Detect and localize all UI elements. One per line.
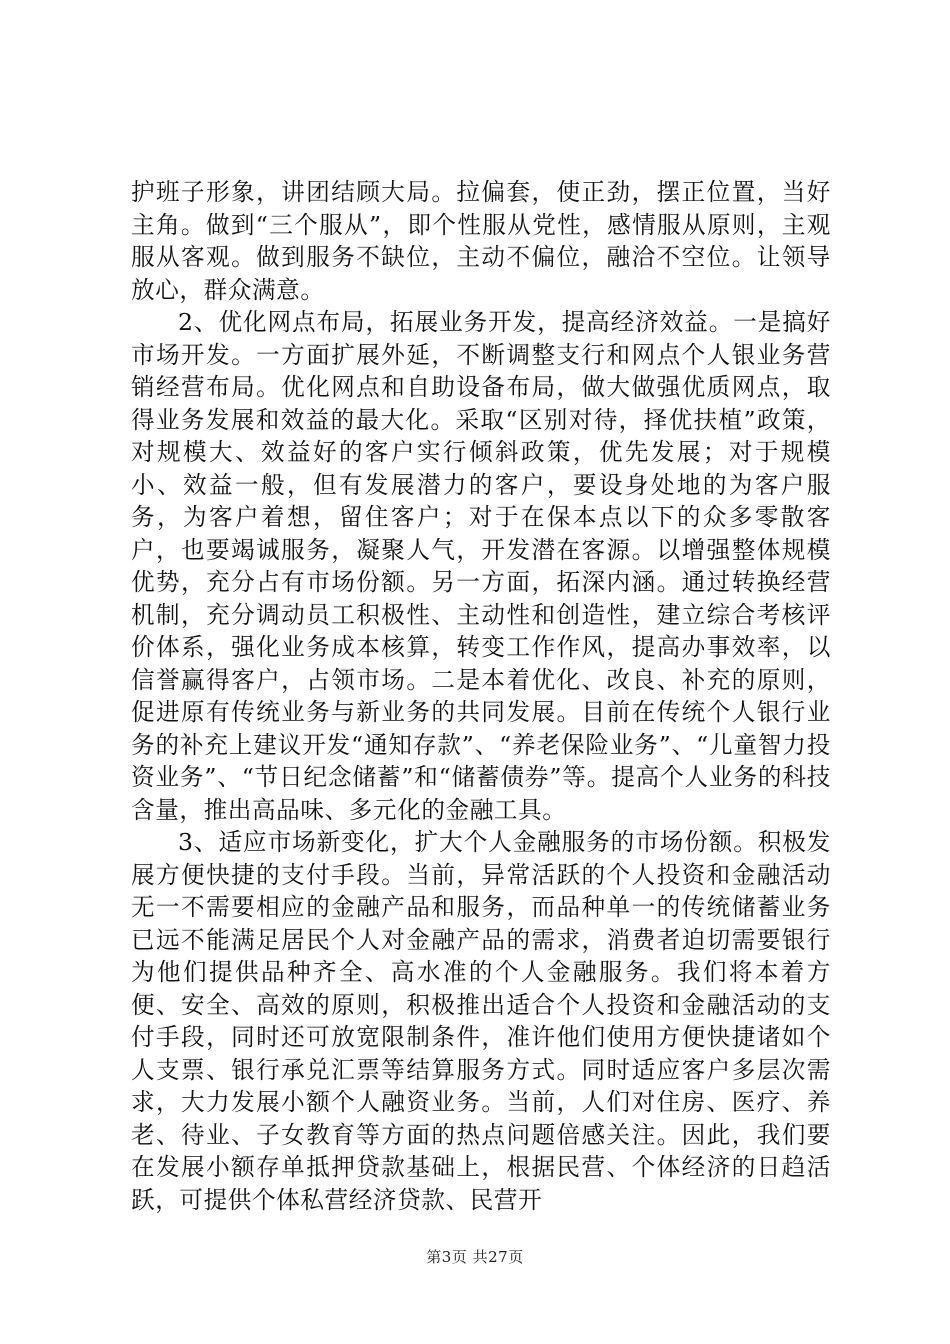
paragraph-section-2: 2、优化网点布局，拓展业务开发，提高经济效益。一是搞好市场开发。一方面扩展外延，不断调整支行和网点个人银业务营销经营布局。优化网点和自助设备布局，做大做强优质网点，取得业务发展和效益的最大化。采取“区别对待，择优扶植”政策，对规模大、效益好的客户实行倾斜政策，优先发展；对于规模小、效益一般，但有发展潜力的客户，要设身处地的为客户服务，为客户着想，留住客户；对于在保本点以下的众多零散客户，也要竭诚服务，凝聚人气，开发潜在客源。以增强整体规模优势，充分占有市场份额。另一方面，拓深内涵。通过转换经营机制，充分调动员工积极性、主动性和创造性，建立综合考核评价体系，强化业务成本核算，转变工作作风，提高办事效率，以信誉赢得客户，占领市场。二是本着优化、改良、补充的原则，促进原有传统业务与新业务的共同发展。目前在传统个人银行业务的补充上建议开发“通知存款”、“养老保险业务”、“儿童智力投资业务”、“节日纪念储蓄”和“储蓄债券”等。提高个人业务的科技含量，推出高品味、多元化的金融工具。 [131, 308, 831, 824]
page-number-label: 第3页 共27页 [426, 1248, 524, 1266]
document-body [131, 176, 831, 1216]
paragraph-continuation: 护班子形象，讲团结顾大局。拉偏套，使正劲，摆正位置，当好主角。做到“三个服从”，即个性服从党性，感情服从原则，主观服从客观。做到服务不缺位，主动不偏位，融洽不空位。让领导放心，群众满意。 [131, 178, 831, 304]
paragraph-section-3: 3、适应市场新变化，扩大个人金融服务的市场份额。积极发展方便快捷的支付手段。当前，异常活跃的个人投资和金融活动无一不需要相应的金融产品和服务，而品种单一的传统储蓄业务已远不能满足居民个人对金融产品的需求，消费者迫切需要银行为他们提供品种齐全、高水准的个人金融服务。我们将本着方便、安全、高效的原则，积极推出适合个人投资和金融活动的支付手段，同时还可放宽限制条件，准许他们使用方便快捷诸如个人支票、银行承兑汇票等结算服务方式。同时适应客户多层次需求，大力发展小额个人融资业务。当前，人们对住房、医疗、养老、待业、子女教育等方面的热点问题倍感关注。因此，我们要在发展小额存单抵押贷款基础上，根据民营、个体经济的日趋活跃，可提供个体私营经济贷款、民营开 [131, 828, 831, 1214]
page-footer [0, 1247, 950, 1267]
